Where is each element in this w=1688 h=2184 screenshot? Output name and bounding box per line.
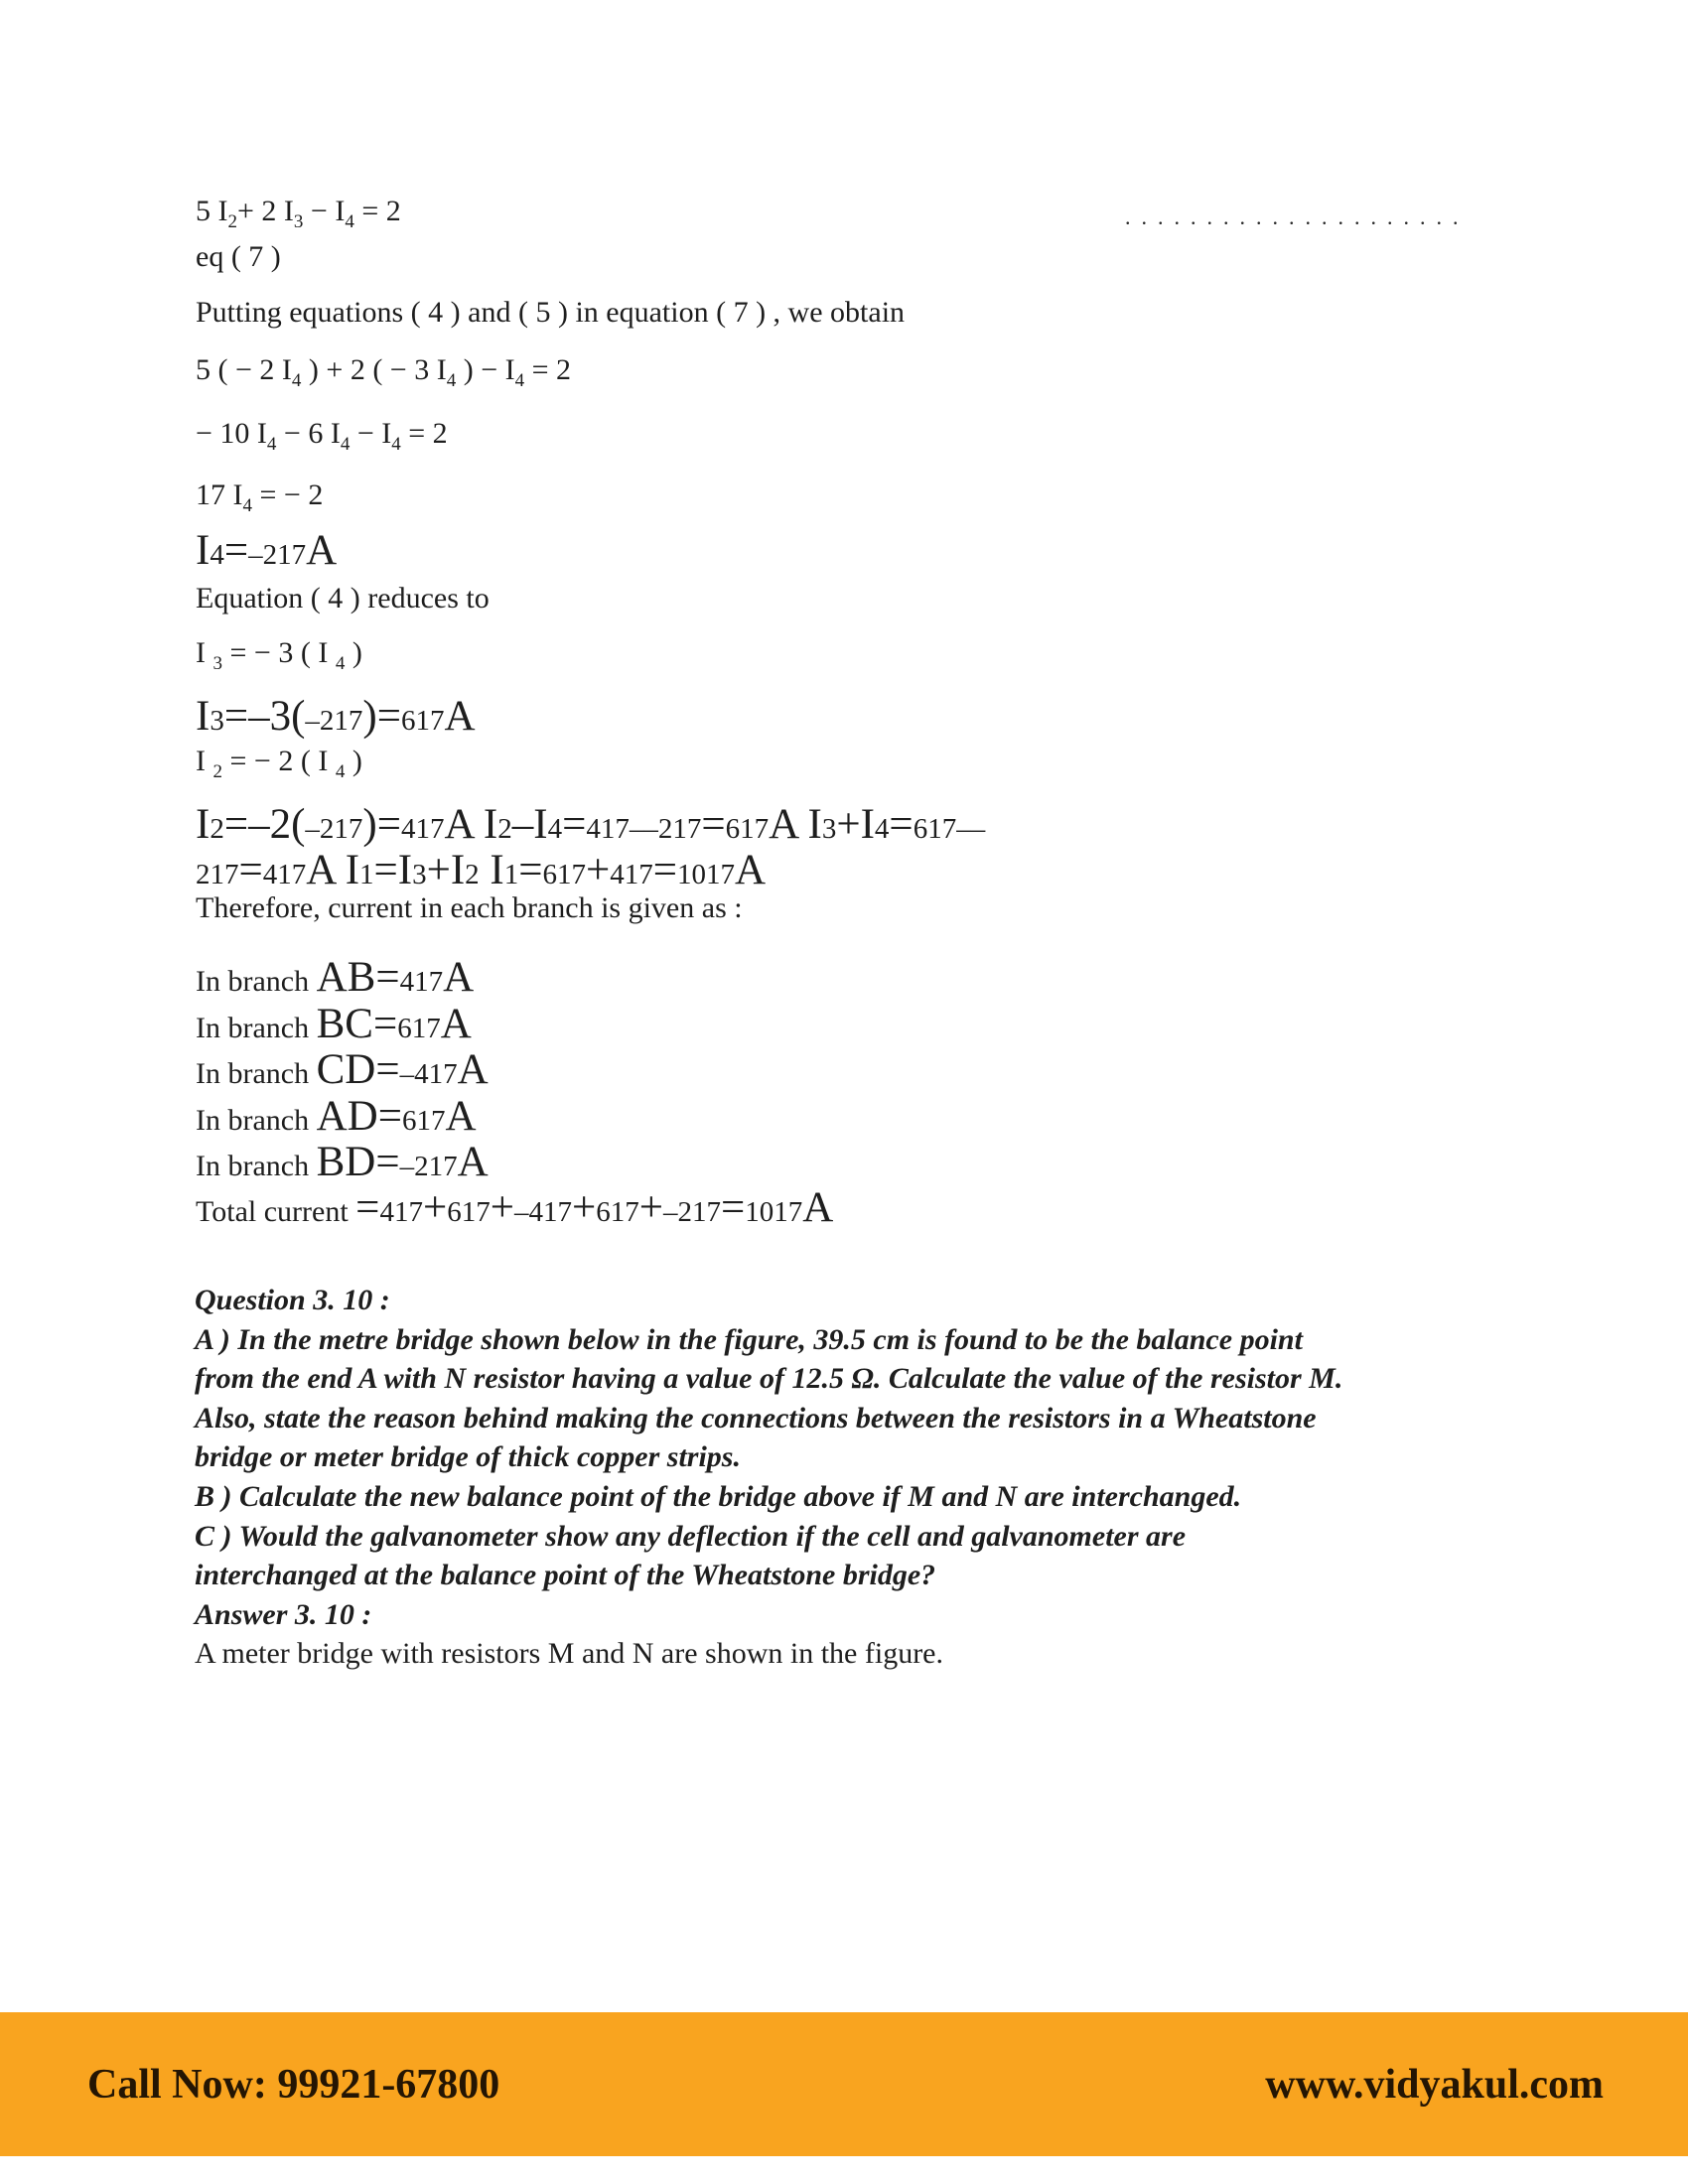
text-run: =: [721, 1184, 746, 1231]
text-run: 4: [242, 495, 252, 516]
text-run: = − 3 ( I: [222, 636, 336, 669]
text-run: 617: [725, 813, 770, 845]
text-run: In branch: [196, 1057, 317, 1090]
text-run: –217: [305, 813, 363, 845]
text-run: In branch: [196, 1150, 317, 1182]
text-run: 4: [446, 370, 457, 391]
text-run: = 2: [524, 353, 572, 386]
equation-I2: [196, 745, 362, 783]
text-run: –I: [511, 801, 548, 848]
text-run: 617: [401, 1105, 446, 1137]
text-run: A: [457, 1139, 489, 1185]
text-run: )=: [362, 693, 401, 740]
branch-current-ad: [196, 1092, 477, 1141]
text-run: 2: [227, 211, 237, 232]
text-run: A I: [769, 801, 822, 848]
equation-substitution: [196, 353, 571, 392]
text-run: 617: [596, 1196, 639, 1228]
text-run: 4: [210, 539, 224, 571]
text-run: A: [445, 1093, 477, 1140]
text-run: I: [196, 745, 213, 777]
text-run: 3: [210, 705, 224, 737]
text-run: +: [638, 1184, 663, 1231]
text-run: 3: [821, 813, 837, 845]
text-run: I: [196, 801, 211, 848]
text-run: –417: [513, 1196, 572, 1228]
equation-I3: [196, 636, 362, 675]
text-run: ): [345, 636, 362, 669]
equation-I3-value: [196, 692, 476, 741]
text-run: − I: [350, 417, 392, 450]
text-run: =: [562, 801, 587, 848]
text-run: 4: [335, 761, 346, 782]
text-run: 417: [262, 859, 307, 890]
text-run: )=: [362, 801, 401, 848]
text-run: = 2: [353, 195, 401, 227]
question-part-b: B ) Calculate the new balance point of the bridge above if M and N are interchanged.: [195, 1479, 1242, 1513]
question-block: [195, 1281, 1515, 1674]
text-run: A: [735, 847, 767, 893]
text-run: 617: [447, 1196, 491, 1228]
text-run: 4: [345, 211, 354, 232]
text-run: –417: [399, 1058, 458, 1090]
equation-17I4: [196, 478, 323, 517]
text-run: 4: [340, 434, 351, 455]
text-run: –217: [399, 1151, 458, 1182]
text-run: ) − I: [456, 353, 515, 386]
text-run: –217: [305, 705, 363, 737]
text-run: − I: [303, 195, 346, 227]
text-run: 2: [465, 859, 480, 890]
text-run: BC=: [316, 1001, 398, 1047]
text-run: 617: [542, 859, 587, 890]
question-part-a-4: bridge or meter bridge of thick copper strips.: [195, 1440, 741, 1474]
text-run: 4: [514, 370, 525, 391]
text-run: + 2 I: [237, 195, 294, 227]
branch-current-ab: [196, 953, 474, 1002]
answer-title: Answer 3. 10 :: [195, 1597, 372, 1631]
text-run: =: [701, 801, 726, 848]
text-run: 2: [497, 813, 512, 845]
answer-intro-line: A meter bridge with resistors M and N are shown in the figure.: [195, 1637, 943, 1671]
text-run: +: [422, 1184, 448, 1231]
text-run: 617: [397, 1013, 441, 1044]
text-run: 4: [266, 434, 277, 455]
text-run: I: [479, 847, 504, 893]
text-run: 1017: [677, 859, 736, 890]
text-run: − 10 I: [196, 417, 267, 450]
text-run: = 2: [400, 417, 448, 450]
phone-number: Call Now: 99921-67800: [87, 2061, 500, 2108]
equation-I4-value: [196, 526, 337, 575]
text-run: Therefore, current in each branch is given as :: [196, 891, 743, 924]
footer-bar: [0, 2012, 1688, 2156]
text-run: =: [238, 847, 263, 893]
question-part-c-1: C ) Would the galvanometer show any deflection if the cell and galvanometer are: [195, 1519, 1187, 1553]
text-run: 4: [547, 813, 563, 845]
branch-current-bc: [196, 1000, 472, 1048]
text-run: A: [443, 954, 475, 1001]
branch-current-bd: [196, 1138, 489, 1186]
equation-I2-value-chain: [196, 800, 985, 849]
text-run: 1017: [745, 1196, 803, 1228]
question-part-a-2: from the end A with N resistor having a value of 12.5 Ω. Calculate the value of the resistor M.: [195, 1362, 1343, 1396]
text-run: = − 2: [252, 478, 324, 511]
text-run: =I: [373, 847, 413, 893]
text-run: A: [802, 1184, 834, 1231]
text-run: –217: [248, 539, 307, 571]
text-run: AD=: [316, 1093, 402, 1140]
text-run: Putting equations ( 4 ) and ( 5 ) in equation ( 7 ) , we obtain: [196, 296, 906, 329]
text-run: 617: [400, 705, 445, 737]
text-run: 4: [291, 370, 302, 391]
text-run: =–2(: [223, 801, 306, 848]
text-run: ) + 2 ( − 3 I: [301, 353, 447, 386]
text-run: 3: [212, 653, 222, 674]
text-run: 417: [379, 1196, 423, 1228]
text-run: 1: [359, 859, 374, 890]
text-run: 4: [391, 434, 401, 455]
text-run: In branch: [196, 965, 317, 998]
text-run: A I: [306, 847, 360, 893]
text-run: 2: [212, 761, 222, 782]
text-run: Total current: [196, 1195, 356, 1228]
equation-label-eq7: [196, 240, 281, 275]
text-run: Equation ( 4 ) reduces to: [196, 582, 490, 614]
text-run: +: [490, 1184, 514, 1231]
text-run: 2: [210, 813, 224, 845]
text-run: =: [223, 527, 249, 574]
text-run: =: [889, 801, 914, 848]
text-run: In branch: [196, 1104, 317, 1137]
website-url: www.vidyakul.com: [1265, 2061, 1604, 2108]
text-run: =: [518, 847, 543, 893]
text-run: = − 2 ( I: [222, 745, 336, 777]
text-run: =: [652, 847, 678, 893]
text-run: +: [571, 1184, 597, 1231]
question-part-c-2: interchanged at the balance point of the Wheatstone bridge?: [195, 1559, 936, 1592]
dotted-line: .....................: [1125, 205, 1470, 229]
text-run: 5 I: [196, 195, 228, 227]
text-run: ): [345, 745, 362, 777]
text-run: A: [306, 527, 338, 574]
text-run: 3: [293, 211, 304, 232]
text-run: 417: [400, 813, 445, 845]
text-run: 417: [610, 859, 653, 890]
question-part-a-3: Also, state the reason behind making the connections between the resistors in a Wheatstone: [195, 1401, 1317, 1434]
equation-line-eq7: [196, 195, 401, 233]
text-run: 5 ( − 2 I: [196, 353, 292, 386]
text-run: CD=: [316, 1046, 400, 1093]
text-run: 3: [412, 859, 427, 890]
paragraph-putting: [196, 296, 905, 331]
text-run: 417: [399, 966, 444, 998]
text-run: 4: [874, 813, 890, 845]
branch-current-cd: [196, 1045, 489, 1094]
text-run: I: [196, 693, 211, 740]
paragraph-therefore: [196, 891, 743, 926]
text-run: eq ( 7 ): [196, 240, 281, 273]
text-run: 617––: [913, 813, 986, 845]
text-run: In branch: [196, 1012, 317, 1044]
total-current-line: [196, 1183, 833, 1232]
paragraph-eq4-reduces: [196, 582, 490, 616]
text-run: I: [196, 527, 211, 574]
text-run: BD=: [316, 1139, 400, 1185]
text-run: A: [457, 1046, 489, 1093]
text-run: 4: [335, 653, 346, 674]
text-run: +I: [836, 801, 875, 848]
text-run: 1: [503, 859, 519, 890]
question-title: Question 3. 10 :: [195, 1284, 390, 1316]
text-run: +: [586, 847, 611, 893]
text-run: =–3(: [223, 693, 306, 740]
text-run: A I: [444, 801, 498, 848]
text-run: A: [444, 693, 476, 740]
equation-expanded: [196, 417, 448, 456]
text-run: 17 I: [196, 478, 243, 511]
text-run: 417––217: [586, 813, 702, 845]
text-run: A: [440, 1001, 472, 1047]
text-run: AB=: [316, 954, 400, 1001]
text-run: –217: [663, 1196, 721, 1228]
equation-I1-value-chain: [196, 846, 766, 894]
text-run: − 6 I: [276, 417, 341, 450]
text-run: +I: [426, 847, 466, 893]
text-run: I: [196, 636, 213, 669]
question-part-a-1: A ) In the metre bridge shown below in the figure, 39.5 cm is found to be the balance point: [195, 1322, 1303, 1356]
text-run: =: [355, 1184, 380, 1231]
text-run: 217: [196, 859, 239, 890]
